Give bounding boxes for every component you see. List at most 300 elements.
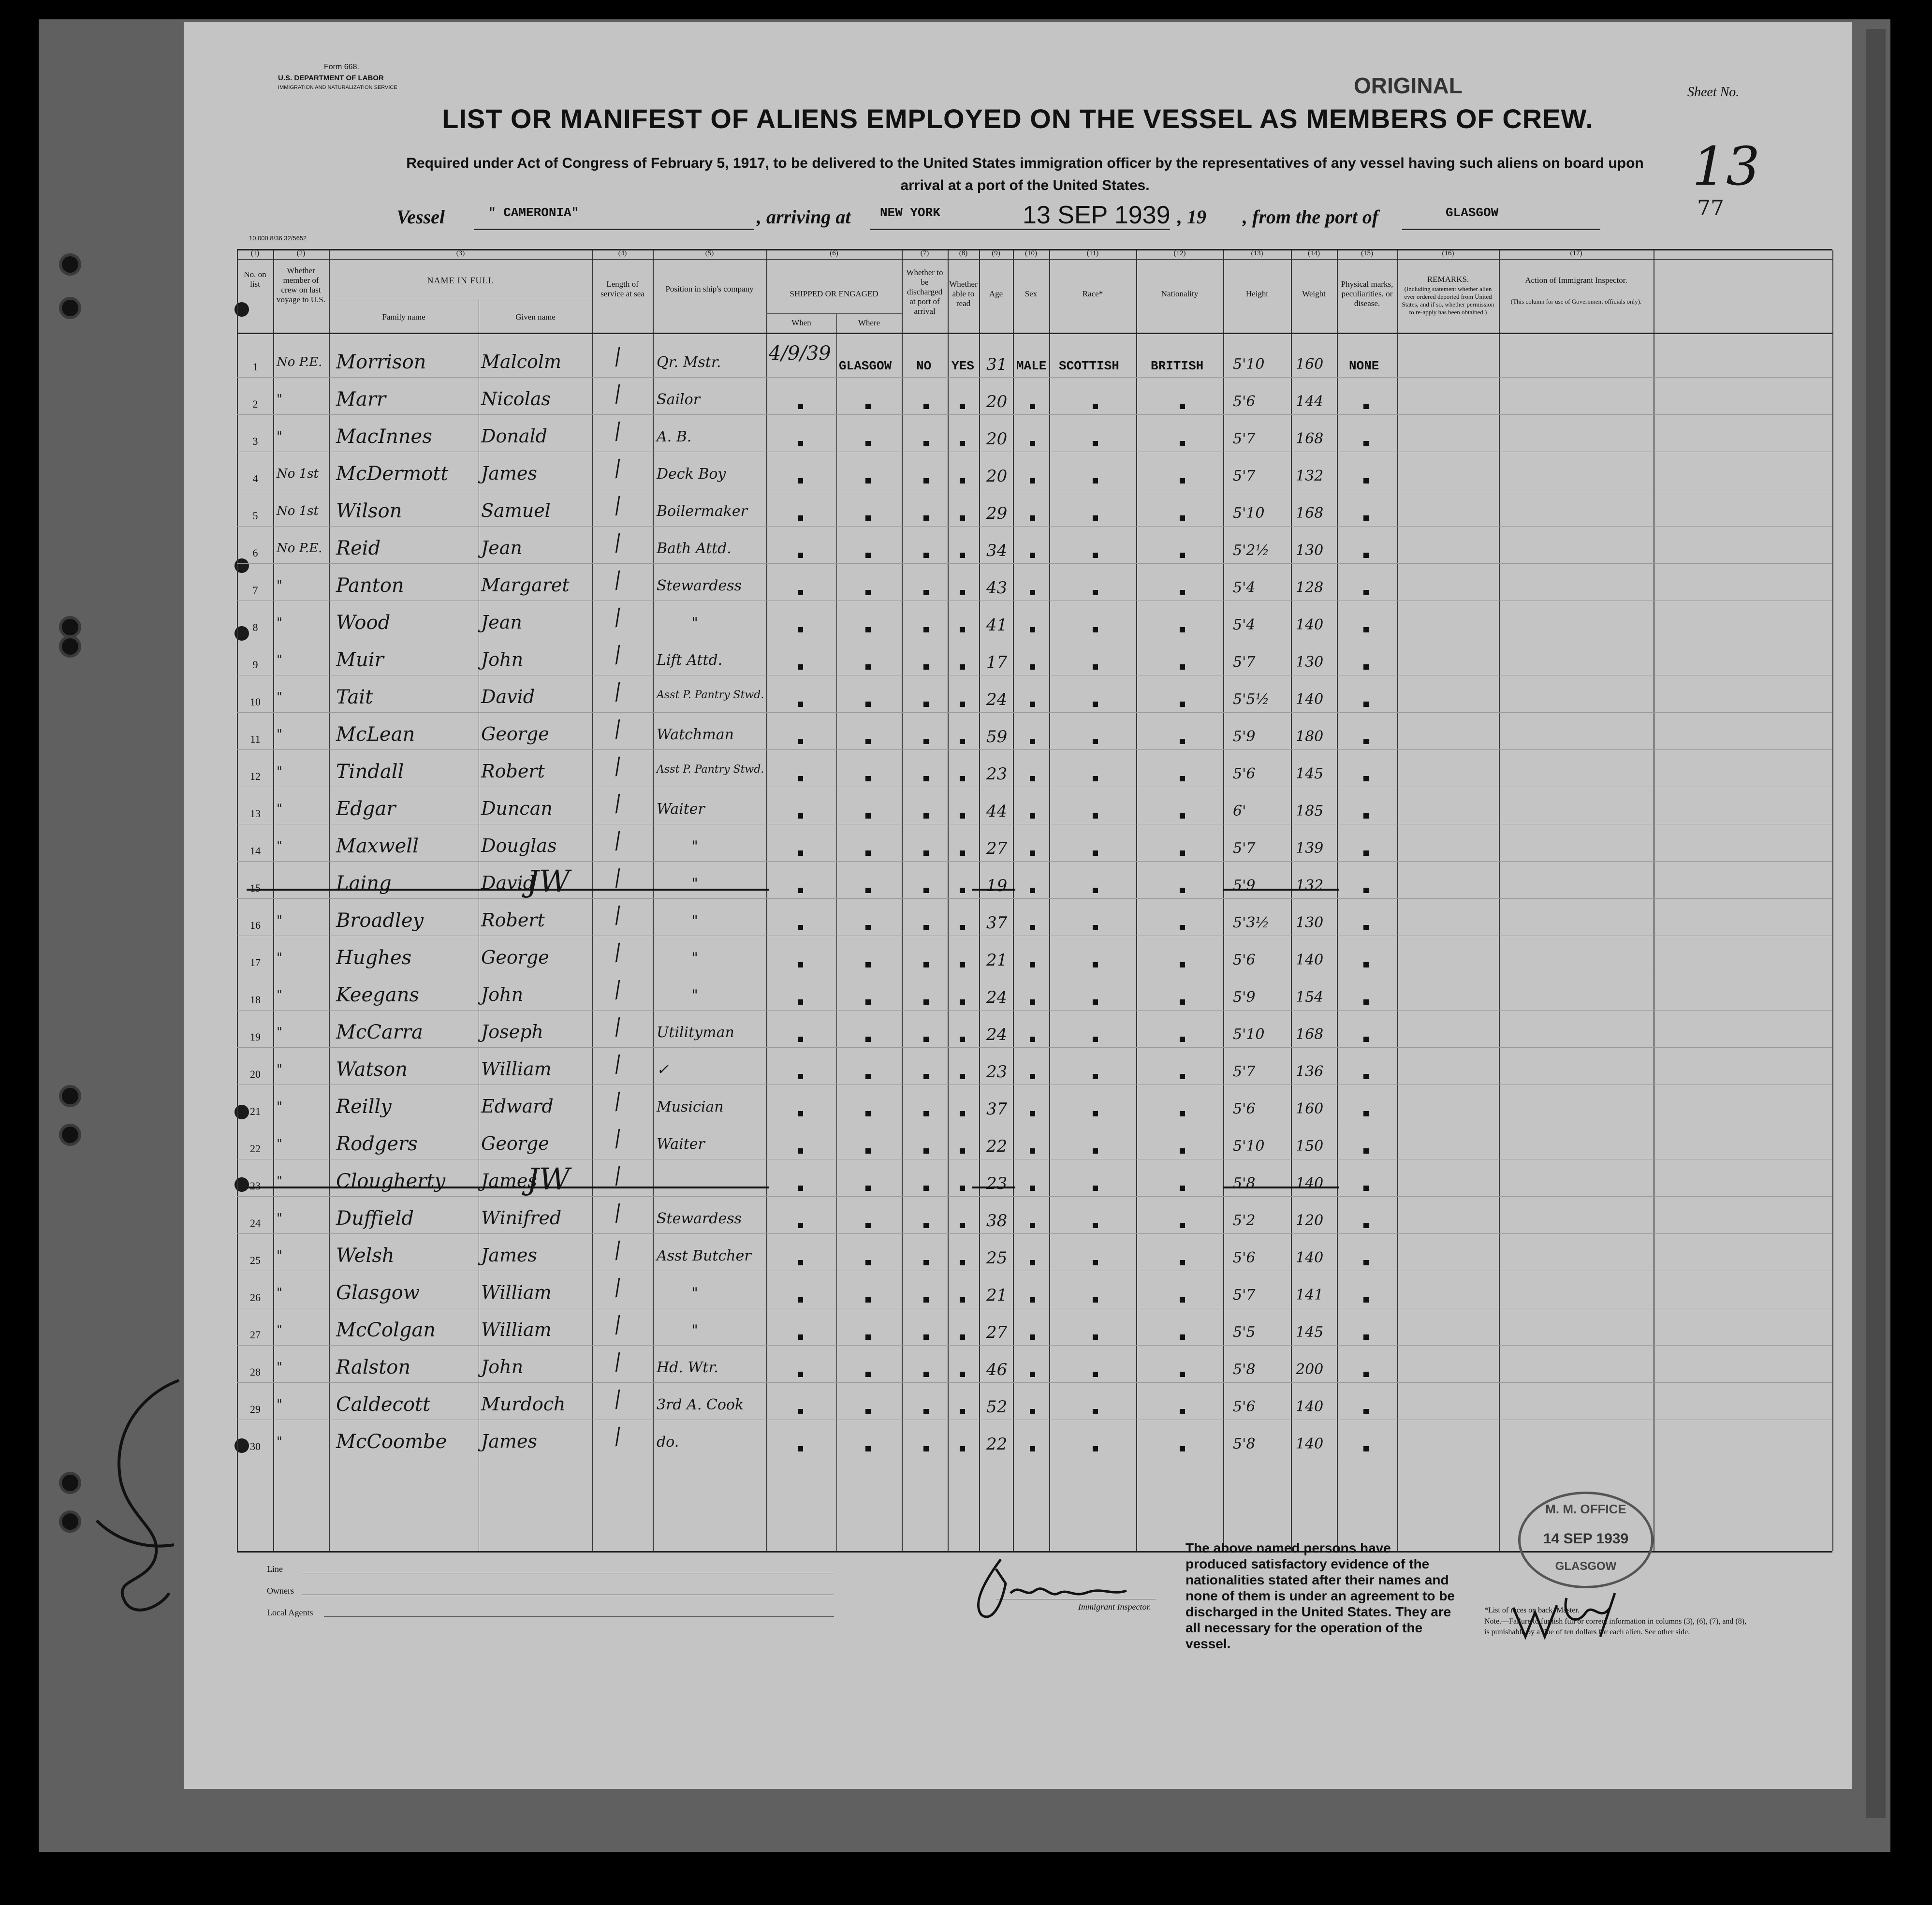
- ditto-mark: [865, 888, 871, 893]
- weight-cell: 140: [1296, 1398, 1324, 1415]
- original-label: ORIGINAL: [1354, 73, 1463, 98]
- ditto-mark: [923, 1372, 929, 1377]
- row-rule: [237, 712, 1832, 713]
- prev-voyage-cell: ": [277, 429, 282, 444]
- ditto-mark: [923, 925, 929, 930]
- ditto-mark: [1363, 1037, 1369, 1042]
- row-number: 27: [250, 1329, 261, 1341]
- ditto-mark: [923, 1186, 929, 1191]
- ditto-mark: [1030, 515, 1035, 521]
- family-name-cell: Reid: [336, 537, 381, 559]
- weight-cell: 130: [1296, 914, 1324, 931]
- ditto-mark: [1363, 1409, 1369, 1414]
- row-number: 26: [250, 1291, 261, 1304]
- ditto-mark: [1180, 590, 1185, 595]
- ditto-mark: [960, 702, 965, 707]
- weight-cell: 130: [1296, 542, 1324, 559]
- col-num-13: (13): [1251, 249, 1263, 257]
- row-number: 13: [250, 807, 261, 820]
- age-cell: 22: [986, 1435, 1008, 1454]
- ditto-mark: [1180, 1372, 1185, 1377]
- shipped-when: 4/9/39: [769, 342, 831, 365]
- service-tick: ∕: [610, 939, 625, 966]
- position-cell: ": [691, 615, 698, 631]
- service-tick: ∕: [610, 1311, 625, 1338]
- nationality-value: BRITISH: [1151, 359, 1204, 373]
- col-num-9: (9): [992, 249, 1000, 257]
- ditto-mark: [1180, 515, 1185, 521]
- ditto-mark: [1093, 478, 1098, 484]
- position-cell: do.: [657, 1434, 679, 1451]
- ditto-mark: [1093, 515, 1098, 521]
- binder-hole: [62, 256, 78, 273]
- position-cell: Lift Attd.: [657, 652, 723, 669]
- prev-voyage-cell: No 1st: [277, 504, 319, 518]
- position-cell: Sailor: [657, 391, 701, 408]
- ditto-mark: [1093, 1186, 1098, 1191]
- ditto-mark: [1030, 1223, 1035, 1228]
- prev-voyage-cell: No 1st: [277, 467, 319, 481]
- ditto-mark: [1093, 553, 1098, 558]
- height-cell: 5'7: [1233, 654, 1256, 671]
- family-name-cell: Morrison: [336, 351, 426, 373]
- height-cell: 5'4: [1233, 579, 1256, 596]
- age-cell: 20: [986, 429, 1008, 449]
- prev-voyage-cell: ": [277, 1323, 282, 1337]
- ditto-mark: [798, 1372, 803, 1377]
- row-rule: [237, 1196, 1832, 1197]
- strikethrough-line: [972, 1187, 1015, 1188]
- col-num-16: (16): [1442, 249, 1454, 257]
- family-name-cell: McCarra: [336, 1021, 423, 1043]
- ditto-mark: [1030, 404, 1035, 409]
- col-num-7: (7): [920, 249, 929, 257]
- family-name-cell: Keegans: [336, 984, 419, 1006]
- weight-cell: 168: [1296, 505, 1324, 522]
- age-cell: 37: [986, 1099, 1008, 1119]
- ditto-mark: [1030, 1409, 1035, 1414]
- service-tick: ∕: [610, 1348, 625, 1375]
- ditto-mark: [1363, 1297, 1369, 1303]
- prev-voyage-cell: ": [277, 802, 282, 816]
- ditto-mark: [923, 739, 929, 744]
- sheet-number-label: Sheet No.: [1687, 85, 1740, 100]
- ditto-mark: [960, 404, 965, 409]
- ditto-mark: [960, 999, 965, 1005]
- family-name-cell: MacInnes: [336, 425, 432, 448]
- age-cell: 43: [986, 578, 1008, 598]
- ditto-mark: [960, 962, 965, 967]
- ditto-mark: [1363, 925, 1369, 930]
- position-cell: Bath Attd.: [657, 540, 732, 557]
- ditto-mark: [1030, 1372, 1035, 1377]
- row-number: 21: [250, 1105, 261, 1117]
- height-cell: 5'6: [1233, 1100, 1256, 1117]
- family-name-cell: Laing: [336, 872, 392, 894]
- height-cell: 5'10: [1233, 356, 1265, 373]
- master-declaration: The above named persons have produced satisfactory evidence of the nationalities stated after their names and none of them is under an agreement to be discharged in the United States. They are all necessary for the operation of the vessel.: [1186, 1540, 1455, 1651]
- height-cell: 5'6: [1233, 1398, 1256, 1415]
- ditto-mark: [923, 888, 929, 893]
- ditto-mark: [1363, 1148, 1369, 1154]
- ditto-mark: [1363, 441, 1369, 446]
- ditto-mark: [923, 1260, 929, 1265]
- margin-scribble: [68, 1376, 193, 1627]
- ditto-mark: [960, 739, 965, 744]
- prev-voyage-cell: ": [277, 727, 282, 742]
- family-name-cell: Marr: [336, 388, 386, 410]
- height-cell: 5'5: [1233, 1324, 1256, 1341]
- manifest-sheet: [184, 22, 1852, 1789]
- weight-cell: 130: [1296, 654, 1324, 671]
- family-name-cell: Maxwell: [336, 835, 419, 857]
- sex-value: MALE: [1016, 359, 1047, 373]
- ditto-mark: [1030, 1111, 1035, 1116]
- row-number: 8: [252, 621, 258, 633]
- family-name-cell: Broadley: [336, 909, 424, 932]
- weight-cell: 160: [1296, 1100, 1324, 1117]
- col-num-15: (15): [1361, 249, 1373, 257]
- service-tick: ∕: [610, 381, 625, 407]
- height-cell: 5'10: [1233, 505, 1265, 522]
- read-value: YES: [951, 359, 974, 373]
- ditto-mark: [798, 1297, 803, 1303]
- col-header-service: Length of service at sea: [600, 279, 644, 298]
- row-number: 17: [250, 956, 261, 968]
- ditto-mark: [1030, 962, 1035, 967]
- ditto-mark: [1093, 441, 1098, 446]
- ditto-mark: [865, 739, 871, 744]
- row-rule: [237, 1345, 1832, 1346]
- prev-voyage-cell: ": [277, 1435, 282, 1449]
- ditto-mark: [960, 1111, 965, 1116]
- ditto-mark: [1030, 1186, 1035, 1191]
- age-cell: 38: [986, 1211, 1008, 1231]
- family-name-cell: Wilson: [336, 500, 402, 522]
- ditto-mark: [960, 441, 965, 446]
- ditto-mark: [865, 962, 871, 967]
- year-label: , 19: [1177, 206, 1206, 228]
- ditto-mark: [798, 1148, 803, 1154]
- ditto-mark: [923, 702, 929, 707]
- col-num-6: (6): [830, 249, 838, 257]
- col-num-14: (14): [1308, 249, 1320, 257]
- row-rule: [237, 1233, 1832, 1234]
- ditto-mark: [1030, 850, 1035, 856]
- ditto-mark: [960, 813, 965, 819]
- ditto-mark: [1093, 1409, 1098, 1414]
- inspector-signature: [967, 1550, 1199, 1622]
- weight-cell: 180: [1296, 728, 1324, 745]
- given-name-cell: George: [481, 947, 549, 968]
- col-header-position: Position in ship's company: [665, 284, 754, 293]
- ditto-mark: [1030, 1297, 1035, 1303]
- ditto-mark: [923, 478, 929, 484]
- strikethrough-line: [972, 889, 1015, 891]
- ditto-mark: [865, 1372, 871, 1377]
- weight-cell: 185: [1296, 803, 1324, 820]
- ditto-mark: [798, 1260, 803, 1265]
- prev-voyage-cell: ": [277, 913, 282, 928]
- ditto-mark: [798, 664, 803, 670]
- given-name-cell: John: [481, 1356, 524, 1377]
- prev-voyage-cell: ": [277, 1360, 282, 1375]
- ditto-mark: [1030, 627, 1035, 632]
- row-number: 12: [250, 770, 261, 782]
- page-subtitle: Required under Act of Congress of February 5, 1917, to be delivered to the United States immigration officer by the representatives of any vessel having such aliens on board upon arrival at a port of the United States.: [406, 155, 1644, 193]
- position-cell: Stewardess: [657, 577, 742, 594]
- ditto-mark: [865, 999, 871, 1005]
- ditto-mark: [923, 590, 929, 595]
- age-cell: 59: [986, 727, 1008, 747]
- prev-voyage-cell: ": [277, 392, 282, 407]
- ditto-mark: [923, 1334, 929, 1340]
- col-header-marks: Physical marks, peculiarities, or disease.: [1341, 279, 1393, 308]
- height-cell: 5'8: [1233, 1436, 1256, 1452]
- ditto-mark: [865, 813, 871, 819]
- row-number: 18: [250, 994, 261, 1006]
- ditto-mark: [1363, 553, 1369, 558]
- service-tick: ∕: [610, 418, 625, 444]
- ditto-mark: [865, 1074, 871, 1079]
- ditto-mark: [798, 739, 803, 744]
- ditto-mark: [798, 962, 803, 967]
- family-name-cell: Welsh: [336, 1245, 395, 1267]
- position-cell: ": [691, 987, 698, 1004]
- weight-cell: 150: [1296, 1138, 1324, 1155]
- given-name-cell: Jean: [481, 612, 522, 633]
- col-header-name: NAME IN FULL: [427, 276, 494, 285]
- service-tick: ∕: [610, 604, 625, 630]
- service-tick: ∕: [610, 1088, 625, 1114]
- crew-table: [237, 249, 1832, 1553]
- row-number: 2: [252, 398, 258, 410]
- prev-voyage-cell: ": [277, 764, 282, 779]
- stamp-date: 14 SEP 1939: [1543, 1531, 1629, 1547]
- ditto-mark: [960, 1260, 965, 1265]
- ditto-mark: [798, 1111, 803, 1116]
- col-header-where: Where: [858, 318, 880, 327]
- height-cell: 5'9: [1233, 989, 1256, 1006]
- family-name-cell: Glasgow: [336, 1282, 420, 1304]
- ditto-mark: [865, 1260, 871, 1265]
- ditto-mark: [923, 664, 929, 670]
- ditto-mark: [1030, 702, 1035, 707]
- ditto-mark: [1030, 1074, 1035, 1079]
- ditto-mark: [1363, 404, 1369, 409]
- ditto-mark: [798, 1446, 803, 1451]
- position-cell: Deck Boy: [657, 466, 726, 483]
- given-name-cell: Jean: [481, 537, 522, 558]
- ditto-mark: [865, 404, 871, 409]
- service-tick: ∕: [610, 492, 625, 519]
- ditto-mark: [1180, 1297, 1185, 1303]
- strikethrough-line: [247, 1187, 769, 1188]
- ditto-mark: [865, 702, 871, 707]
- race-value: SCOTTISH: [1059, 359, 1119, 373]
- prev-voyage-cell: ": [277, 1099, 282, 1114]
- row-number: 15: [250, 882, 261, 894]
- ditto-mark: [960, 553, 965, 558]
- ditto-mark: [1180, 553, 1185, 558]
- row-rule: [237, 1047, 1832, 1048]
- weight-cell: 154: [1296, 989, 1324, 1006]
- ditto-mark: [798, 1409, 803, 1414]
- ditto-mark: [1093, 1446, 1098, 1451]
- position-cell: Hd. Wtr.: [657, 1359, 718, 1376]
- service-tick: ∕: [610, 1162, 625, 1189]
- ditto-mark: [960, 590, 965, 595]
- ditto-mark: [923, 515, 929, 521]
- initials-mark: JW: [527, 1161, 570, 1197]
- height-cell: 5'5½: [1233, 691, 1270, 708]
- position-cell: Waiter: [657, 1136, 705, 1153]
- ditto-mark: [1180, 478, 1185, 484]
- col-num-8: (8): [959, 249, 968, 257]
- col-header-prev-voyage: Whether member of crew on last voyage to U.S.: [276, 266, 326, 304]
- ditto-mark: [865, 590, 871, 595]
- ditto-mark: [1180, 1223, 1185, 1228]
- service-tick: ∕: [610, 1237, 625, 1263]
- discharged-value: NO: [916, 359, 932, 373]
- ditto-mark: [1180, 739, 1185, 744]
- from-port-field: [1402, 205, 1600, 230]
- position-cell: ": [691, 1285, 698, 1302]
- ditto-mark: [960, 888, 965, 893]
- col-header-discharged: Whether to be discharged at port of arrival: [906, 268, 943, 316]
- col-header-family-name: Family name: [382, 312, 425, 322]
- age-cell: 44: [986, 802, 1008, 821]
- ditto-mark: [960, 627, 965, 632]
- ditto-mark: [960, 1148, 965, 1154]
- row-rule: [237, 414, 1832, 415]
- ditto-mark: [865, 1037, 871, 1042]
- ditto-mark: [1363, 515, 1369, 521]
- ditto-mark: [1093, 1111, 1098, 1116]
- position-cell: Asst P. Pantry Stwd.: [657, 763, 764, 776]
- ditto-mark: [960, 1446, 965, 1451]
- ditto-mark: [1030, 776, 1035, 781]
- ditto-mark: [923, 999, 929, 1005]
- position-cell: Utilityman: [657, 1024, 734, 1041]
- from-port: GLASGOW: [1446, 205, 1499, 220]
- weight-cell: 145: [1296, 765, 1324, 782]
- ditto-mark: [1180, 925, 1185, 930]
- owners-label: Owners: [267, 1586, 294, 1596]
- row-number: 1: [252, 361, 258, 373]
- ditto-mark: [923, 813, 929, 819]
- height-cell: 5'8: [1233, 1361, 1256, 1378]
- ditto-mark: [960, 1223, 965, 1228]
- given-name-cell: Joseph: [481, 1021, 543, 1042]
- service-tick: ∕: [610, 753, 625, 779]
- ditto-mark: [1093, 627, 1098, 632]
- ditto-mark: [1363, 478, 1369, 484]
- ditto-mark: [1180, 1334, 1185, 1340]
- row-number: 5: [252, 510, 258, 522]
- ditto-mark: [798, 888, 803, 893]
- vessel-name: " CAMERONIA": [488, 205, 579, 220]
- age-cell: 52: [986, 1397, 1008, 1417]
- marks-value: NONE: [1349, 359, 1379, 373]
- ditto-mark: [1093, 776, 1098, 781]
- ditto-mark: [1363, 1223, 1369, 1228]
- ditto-mark: [1030, 888, 1035, 893]
- prev-voyage-cell: ": [277, 1397, 282, 1412]
- family-name-cell: Reilly: [336, 1096, 392, 1118]
- ditto-mark: [798, 776, 803, 781]
- ditto-mark: [1180, 999, 1185, 1005]
- col-num-12: (12): [1173, 249, 1186, 257]
- ditto-mark: [923, 1409, 929, 1414]
- family-name-cell: Tindall: [336, 761, 404, 783]
- ditto-mark: [1030, 1148, 1035, 1154]
- ditto-mark: [798, 515, 803, 521]
- col-num-10: (10): [1025, 249, 1037, 257]
- given-name-cell: Duncan: [481, 798, 553, 819]
- weight-cell: 132: [1296, 877, 1324, 894]
- binder-hole: [62, 638, 78, 655]
- row-number: 3: [252, 435, 258, 447]
- ditto-mark: [865, 1446, 871, 1451]
- service-tick: ∕: [610, 567, 625, 593]
- weight-cell: 140: [1296, 1249, 1324, 1266]
- col-header-remarks: REMARKS.: [1427, 275, 1469, 284]
- row-number: 16: [250, 919, 261, 931]
- height-cell: 5'7: [1233, 1063, 1256, 1080]
- ditto-mark: [865, 1148, 871, 1154]
- ditto-mark: [1093, 590, 1098, 595]
- ditto-mark: [798, 1186, 803, 1191]
- ditto-mark: [1363, 627, 1369, 632]
- family-name-cell: Caldecott: [336, 1393, 431, 1416]
- ditto-mark: [1363, 1446, 1369, 1451]
- ditto-mark: [798, 404, 803, 409]
- ditto-mark: [1180, 776, 1185, 781]
- weight-cell: 140: [1296, 1175, 1324, 1192]
- row-number: 14: [250, 845, 261, 857]
- given-name-cell: Winifred: [481, 1207, 562, 1229]
- height-cell: 5'7: [1233, 1287, 1256, 1304]
- prev-voyage-cell: ": [277, 951, 282, 965]
- ditto-mark: [1093, 1260, 1098, 1265]
- given-name-cell: Edward: [481, 1096, 554, 1117]
- ditto-mark: [960, 478, 965, 484]
- ditto-mark: [1363, 702, 1369, 707]
- row-number: 19: [250, 1031, 261, 1043]
- position-cell: Asst P. Pantry Stwd.: [657, 689, 764, 701]
- family-name-cell: Tait: [336, 686, 373, 708]
- given-name-cell: William: [481, 1282, 552, 1303]
- age-cell: 37: [986, 913, 1008, 933]
- col-num-4: (4): [618, 249, 627, 257]
- age-cell: 21: [986, 951, 1008, 970]
- ditto-mark: [1363, 776, 1369, 781]
- height-cell: 5'3½: [1233, 914, 1270, 931]
- row-rule: [237, 861, 1832, 862]
- ditto-mark: [1180, 1074, 1185, 1079]
- ditto-mark: [865, 1409, 871, 1414]
- given-name-cell: Nicolas: [481, 388, 551, 410]
- ditto-mark: [1030, 925, 1035, 930]
- row-number: 25: [250, 1254, 261, 1266]
- given-name-cell: James: [481, 463, 537, 484]
- family-name-cell: Hughes: [336, 947, 412, 969]
- ditto-mark: [1180, 1446, 1185, 1451]
- strikethrough-line: [1223, 1187, 1339, 1188]
- age-cell: 27: [986, 1323, 1008, 1342]
- ditto-mark: [798, 999, 803, 1005]
